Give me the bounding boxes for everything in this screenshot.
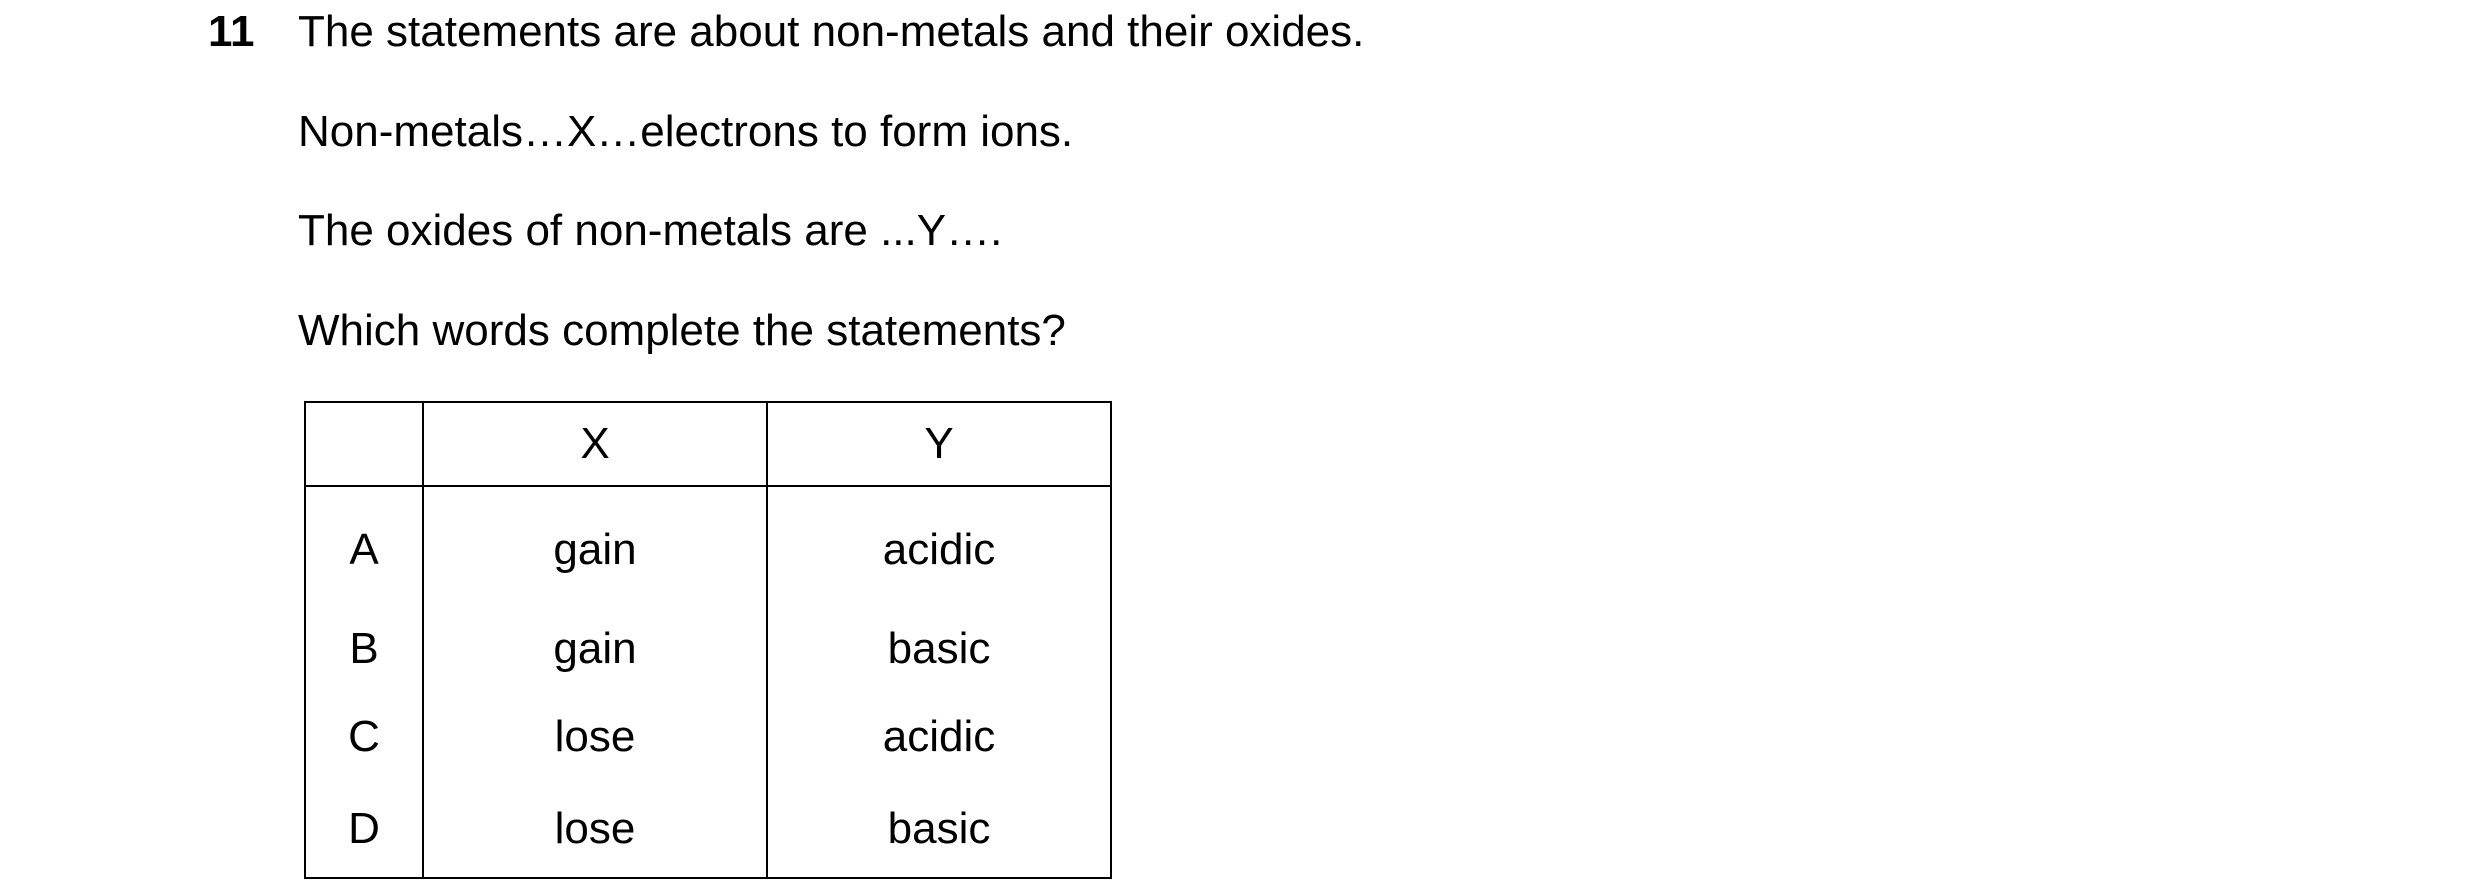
option-x-value: lose (423, 781, 767, 878)
option-letter: A (305, 486, 423, 605)
option-row-d[interactable] (305, 781, 1111, 878)
statement-x: Non-metals…X…electrons to form ions. (298, 107, 1074, 156)
question-prompt: Which words complete the statements? (298, 306, 1066, 355)
option-y-value: acidic (767, 486, 1111, 605)
option-letter: B (305, 605, 423, 693)
table-header-row (305, 402, 1111, 486)
option-row-b[interactable] (305, 605, 1111, 693)
answer-options-table (304, 401, 1112, 879)
option-x-value: gain (423, 486, 767, 605)
option-y-value: basic (767, 781, 1111, 878)
header-y: Y (767, 402, 1111, 486)
header-x: X (423, 402, 767, 486)
statement-intro: The statements are about non-metals and their oxides. (298, 7, 1365, 56)
option-row-a[interactable] (305, 486, 1111, 605)
option-letter: D (305, 781, 423, 878)
option-y-value: acidic (767, 693, 1111, 781)
statement-y: The oxides of non-metals are ...Y…. (298, 206, 1003, 255)
header-blank (305, 402, 423, 486)
option-x-value: lose (423, 693, 767, 781)
option-y-value: basic (767, 605, 1111, 693)
question-number: 11 (208, 7, 255, 56)
option-x-value: gain (423, 605, 767, 693)
option-row-c[interactable] (305, 693, 1111, 781)
option-letter: C (305, 693, 423, 781)
